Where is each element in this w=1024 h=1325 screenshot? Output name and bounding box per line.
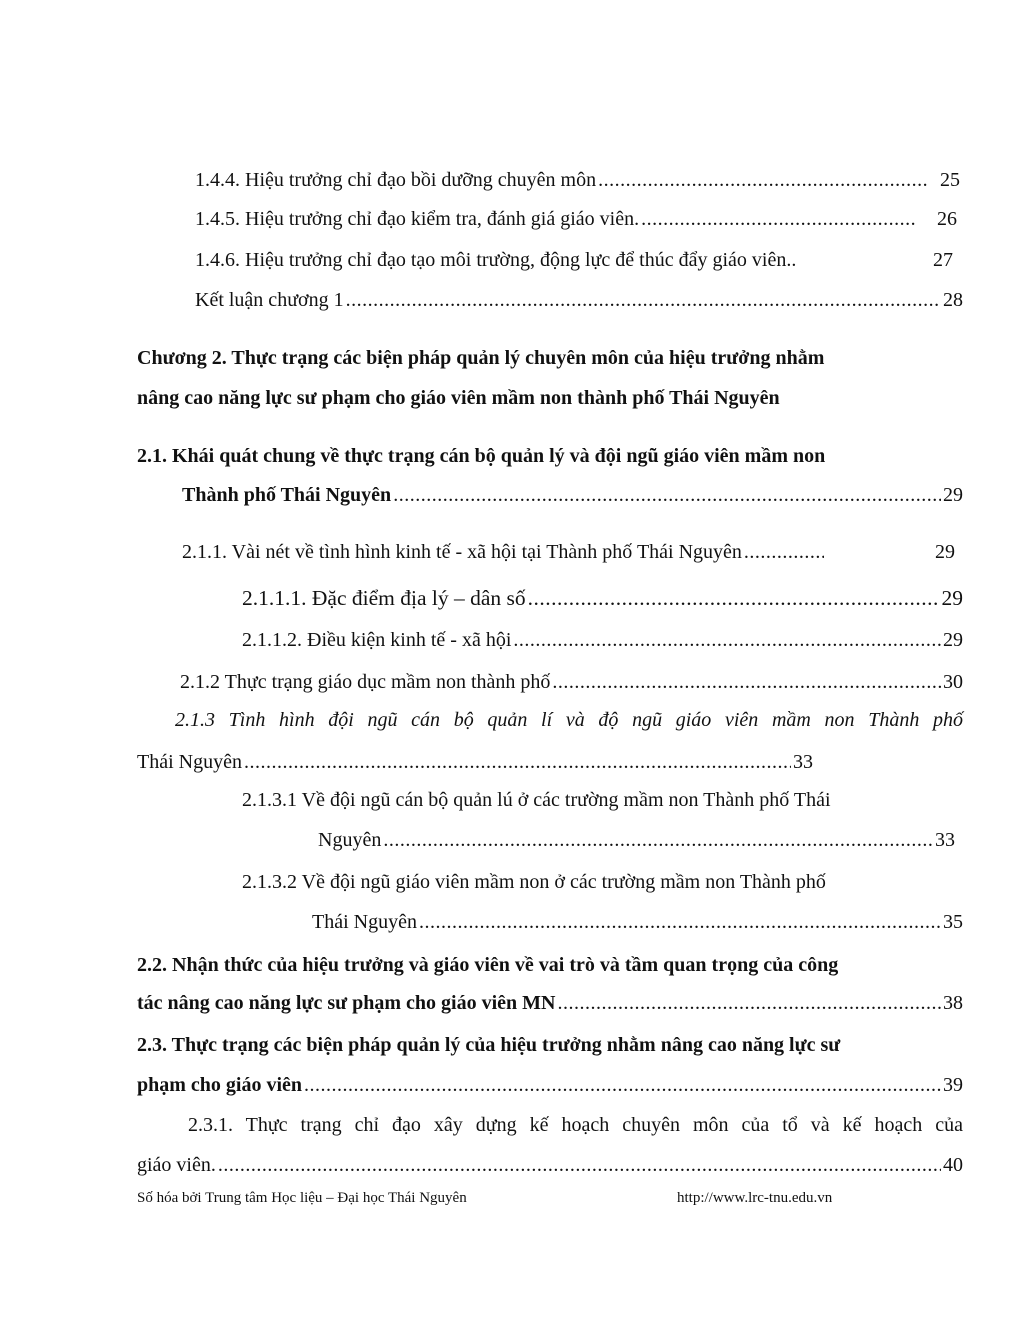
toc-entry-title: nâng cao năng lực sư phạm cho giáo viên mầm non thành phố Thái Nguyên [137,387,780,409]
toc-entry [137,991,963,1015]
toc-entry-title: giáo viên. [137,1154,216,1176]
toc-page-number: 28 [943,289,963,311]
toc-entry-title: 2.2. Nhận thức của hiệu trưởng và giáo viên về vai trò và tầm quan trọng của công [137,954,839,976]
toc-entry [188,1113,963,1137]
chapter-heading [137,386,780,410]
dot-leader [528,586,940,610]
toc-entry-title: 2.1.3.2 Về đội ngũ giáo viên mầm non ở các trường mầm non Thành phố [242,871,826,893]
section-heading [137,953,838,977]
toc-entry [137,750,813,774]
toc-page-number: 29 [935,541,955,563]
toc-page-number: 29 [943,484,963,506]
toc-page-number: 38 [943,992,963,1014]
toc-entry-title: 2.1.3.1 Về đội ngũ cán bộ quản lú ở các trường mầm non Thành phố Thái [242,789,831,811]
section-heading [137,1033,840,1057]
dot-leader [419,910,941,934]
toc-entry [318,828,955,852]
toc-page-number: 30 [943,671,963,693]
toc-entry-title: 2.1.3 Tình hình đội ngũ cán bộ quản lí và độ ngũ giáo viên mầm non Thành phố [175,709,963,731]
dot-leader [552,670,941,694]
toc-entry [242,586,963,610]
toc-entry-title: 2.1. Khái quát chung về thực trạng cán bộ quản lý và đội ngũ giáo viên mầm non [137,445,826,467]
toc-entry-title: 1.4.6. Hiệu trưởng chỉ đạo tạo môi trường, động lực để thúc đẩy giáo viên.. [195,249,797,271]
toc-entry [242,788,831,812]
toc-page-number: 26 [937,208,957,230]
toc-entry [137,1073,963,1097]
toc-page-number: 29 [943,629,963,651]
toc-page-number: 39 [943,1074,963,1096]
toc-entry-title: 2.1.1. Vài nét về tình hình kinh tế - xã hội tại Thành phố Thái Nguyên [182,541,742,563]
dot-leader [218,1153,941,1177]
dot-leader [244,750,791,774]
toc-entry-title: 2.3.1. Thực trạng chỉ đạo xây dựng kế hoạch chuyên môn của tổ và kế hoạch của [188,1114,963,1136]
toc-entry [182,540,955,564]
toc-entry-title: phạm cho giáo viên [137,1074,303,1096]
toc-page-number: 25 [940,169,960,191]
dot-leader [744,540,824,564]
toc-entry [180,670,963,694]
toc-entry-title: Kết luận chương 1 [195,289,344,311]
toc-entry [175,708,963,732]
dot-leader [393,483,941,507]
dot-leader [598,168,928,192]
dot-leader [557,991,941,1015]
toc-entry-title: 1.4.5. Hiệu trưởng chỉ đạo kiểm tra, đánh giá giáo viên. [195,208,640,230]
toc-entry [242,870,826,894]
toc-entry-title: tác nâng cao năng lực sư phạm cho giáo viên MN [137,992,556,1014]
footer-url: http://www.lrc-tnu.edu.vn [677,1190,833,1206]
dot-leader [383,828,933,852]
toc-page-number: 29 [941,586,963,610]
toc-entry [137,1153,963,1177]
toc-entry-title: 2.1.2 Thực trạng giáo dục mầm non thành phố [180,671,551,693]
footer-credit: Số hóa bởi Trung tâm Học liệu – Đại học Thái Nguyên [137,1190,467,1206]
toc-entry-title: 2.1.1.2. Điều kiện kinh tế - xã hội [242,629,512,651]
toc-entry-title: 1.4.4. Hiệu trưởng chỉ đạo bồi dưỡng chuyên môn [195,169,597,191]
dot-leader [346,288,941,312]
toc-entry-title: Thái Nguyên [312,911,417,933]
toc-entry-title: 2.3. Thực trạng các biện pháp quản lý của hiệu trưởng nhằm nâng cao năng lực sư [137,1034,841,1056]
dot-leader [304,1073,941,1097]
toc-entry [195,248,953,272]
toc-page-number: 40 [943,1154,963,1176]
toc-entry [242,628,963,652]
dot-leader [641,207,917,231]
toc-page-number: 35 [943,911,963,933]
dot-leader [513,628,941,652]
toc-page-number: 27 [933,249,953,271]
section-heading [137,444,825,468]
toc-entry [312,910,963,934]
toc-entry-title: Thành phố Thái Nguyên [182,484,392,506]
chapter-heading [137,346,824,370]
toc-entry-title: Thái Nguyên [137,751,242,773]
toc-page-number: 33 [935,829,955,851]
toc-entry-title: Nguyên [318,829,382,851]
toc-entry [195,288,963,312]
toc-entry [182,483,963,507]
toc-entry [195,168,960,192]
toc-entry-title: 2.1.1.1. Đặc điểm địa lý – dân số [242,586,526,610]
toc-entry [195,207,957,231]
toc-page-number: 33 [793,751,813,773]
toc-entry-title: Chương 2. Thực trạng các biện pháp quản lý chuyên môn của hiệu trưởng nhằm [137,347,825,369]
